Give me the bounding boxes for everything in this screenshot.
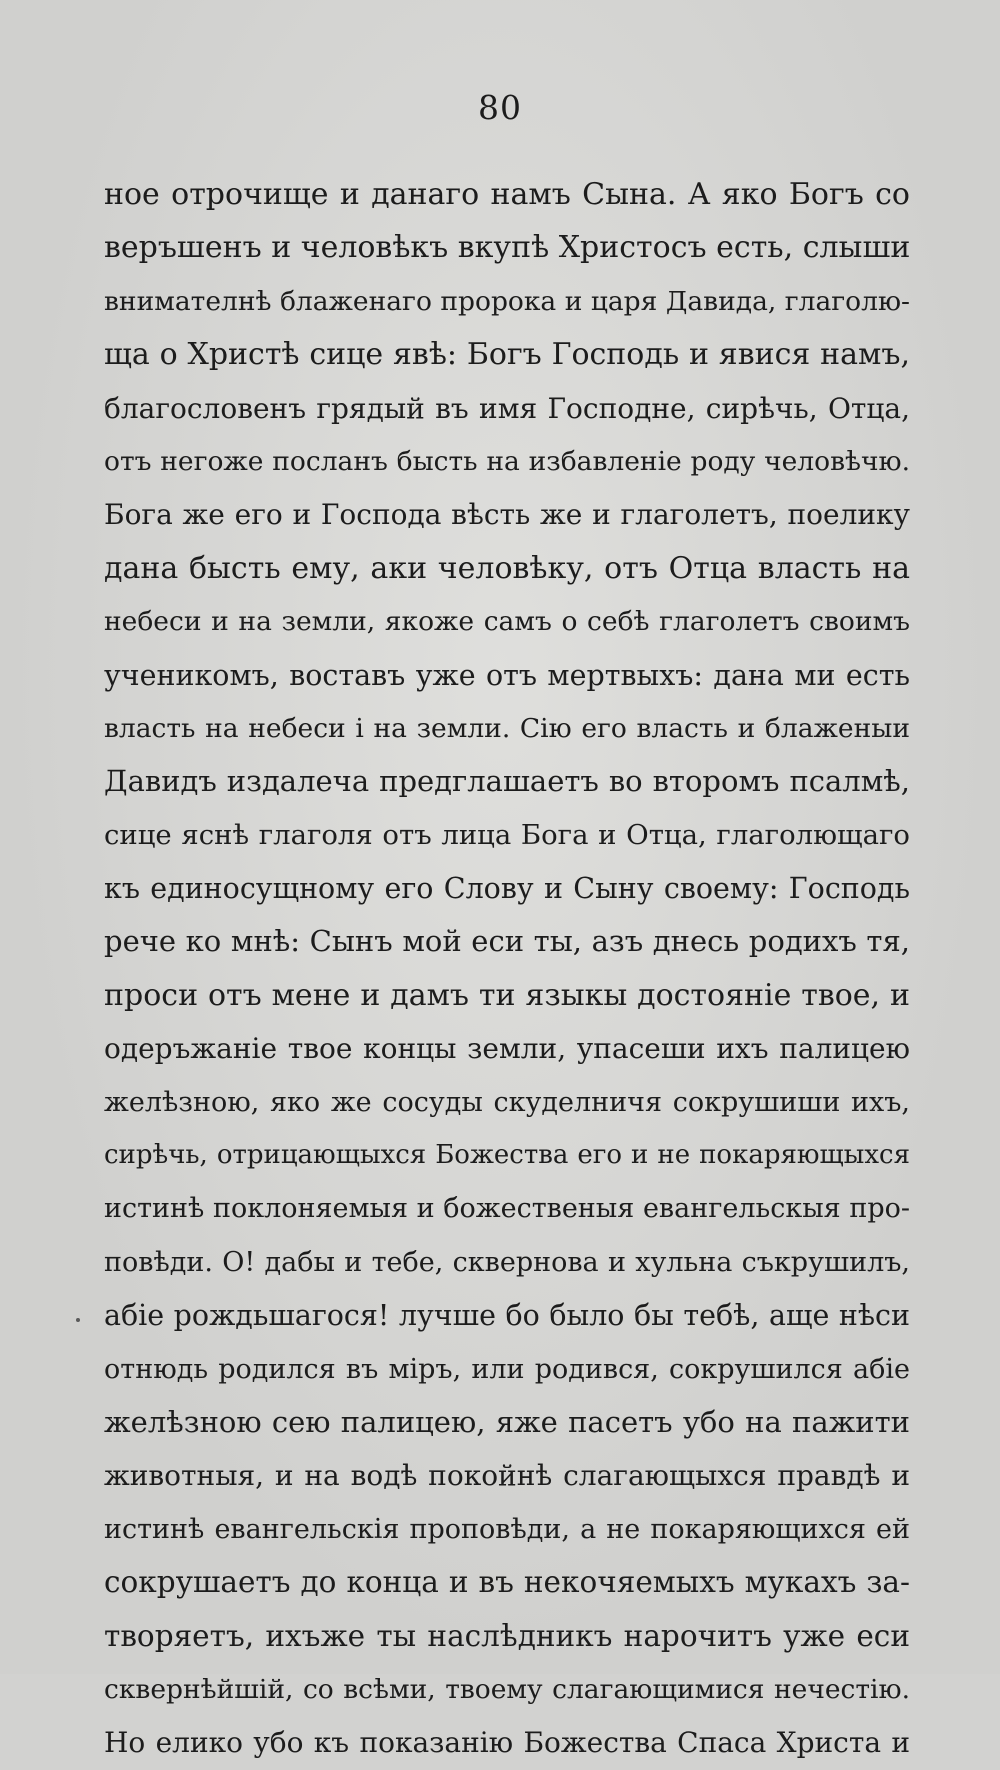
text-line: Но елико убо къ показанію Божества Спаса Христа и bbox=[104, 1726, 910, 1760]
text-line: власть на небеси і на земли. Сію его власть и блаженыи bbox=[104, 712, 910, 744]
text-line: ща о Христѣ сице явѣ: Богъ Господь и явися намъ, bbox=[104, 337, 910, 373]
text-line: сквернѣйшій, со всѣми, твоему слагающимися нечестію. bbox=[104, 1673, 910, 1705]
text-line: благословенъ грядый въ имя Господне, сирѣчь, Отца, bbox=[104, 391, 910, 425]
text-line: сице яснѣ глаголя отъ лица Бога и Отца, глаголющаго bbox=[104, 818, 910, 851]
text-line: Давидъ издалеча предглашаетъ во второмъ псалмѣ, bbox=[104, 764, 910, 799]
text-line: отъ негоже посланъ бысть на избавленіе роду человѣчю. bbox=[104, 445, 910, 477]
page-number: 80 bbox=[478, 88, 522, 127]
text-line: абіе рождьшагося! лучше бо было бы тебѣ, аще нѣси bbox=[104, 1299, 910, 1333]
text-line: ное отрочище и данаго намъ Сына. А яко Богъ со bbox=[104, 177, 910, 212]
text-line: одеръжаніе твое концы земли, упасеши ихъ палицею bbox=[104, 1032, 910, 1066]
text-line: сокрушаетъ до конца и въ некочяемыхъ мукахъ за- bbox=[104, 1565, 910, 1600]
text-line: желѣзною, яко же сосуды скуделничя сокрушиши ихъ, bbox=[104, 1086, 910, 1118]
text-line: повѣди. О! дабы и тебе, сквернова и хульна съкрушилъ, bbox=[104, 1246, 910, 1278]
text-line: къ единосущному его Слову и Сыну своему: Господь bbox=[104, 872, 910, 906]
text-line: Бога же его и Господа вѣсть же и глаголетъ, поелику bbox=[104, 498, 910, 532]
text-line: сирѣчь, отрицающыхся Божества его и не покаряющыхся bbox=[104, 1140, 910, 1171]
text-line: истинѣ евангельскія проповѣди, а не покаряющихся ей bbox=[104, 1513, 910, 1545]
text-line: дана бысть ему, аки человѣку, отъ Отца власть на bbox=[104, 550, 910, 586]
text-line: небеси и на земли, якоже самъ о себѣ глаголетъ своимъ bbox=[104, 606, 910, 638]
text-line: веръшенъ и человѣкъ вкупѣ Христосъ есть, слыши bbox=[104, 230, 910, 266]
text-line: ученикомъ, воставъ уже отъ мертвыхъ: дана ми есть bbox=[104, 658, 910, 692]
text-line: желѣзною сею палицею, яже пасетъ убо на пажити bbox=[104, 1404, 910, 1439]
text-line: проси отъ мене и дамъ ти языкы достояніе твое, и bbox=[104, 977, 910, 1013]
text-line: животныя, и на водѣ покойнѣ слагающыхся правдѣ и bbox=[104, 1459, 910, 1493]
text-line: рече ко мнѣ: Сынъ мой еси ты, азъ днесь родихъ тя, bbox=[104, 924, 910, 959]
text-line: отнюдь родился въ міръ, или родився, сокрушился абіе bbox=[104, 1353, 910, 1385]
paper-speck bbox=[76, 1318, 80, 1322]
text-line: творяетъ, ихъже ты наслѣдникъ нарочитъ уже еси bbox=[104, 1618, 910, 1653]
text-line: истинѣ поклоняемыя и божественыя евангельскыя про- bbox=[104, 1193, 910, 1225]
text-line: внимателнѣ блаженаго пророка и царя Давида, глаголю- bbox=[104, 285, 910, 317]
body-text bbox=[104, 168, 910, 1770]
